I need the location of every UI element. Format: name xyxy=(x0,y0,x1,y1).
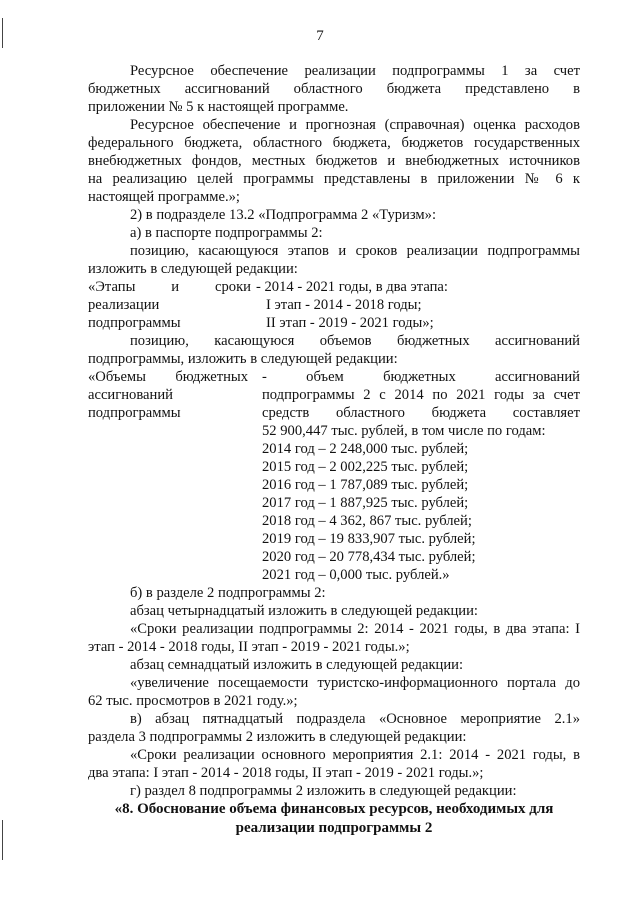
abz17-text-line-2: 62 тыс. просмотров в 2021 году.»; xyxy=(88,693,298,709)
stages-label-line-1: «Этапы и сроки xyxy=(88,279,251,295)
volume-year-2014: 2014 год – 2 248,000 тыс. рублей; xyxy=(262,441,469,457)
item-v-text-line-2: два этапа: I этап - 2014 - 2018 годы, II этап - 2019 - 2021 годы.»; xyxy=(88,765,484,781)
stages-intro-line-2: изложить в следующей редакции: xyxy=(88,261,298,277)
abz17-instruction: абзац семнадцатый изложить в следующей редакции: xyxy=(130,657,464,673)
abz17-text-line-1: «увеличение посещаемости туристско-информационного портала до xyxy=(130,675,580,691)
volume-intro-line-2: подпрограммы, изложить в следующей редакции: xyxy=(88,351,398,367)
volume-value-line-1: - объем бюджетных ассигнований xyxy=(262,369,580,385)
item-v-line-2: раздела 3 подпрограммы 2 изложить в следующей редакции: xyxy=(88,729,467,745)
item-2: 2) в подразделе 13.2 «Подпрограмма 2 «Туризм»: xyxy=(130,207,437,223)
volume-year-2021: 2021 год – 0,000 тыс. рублей.» xyxy=(262,567,450,583)
paragraph-2-line-2: федерального бюджета, областного бюджета, бюджетов государственных xyxy=(88,135,580,151)
volume-year-2018: 2018 год – 4 362, 867 тыс. рублей; xyxy=(262,513,472,529)
item-g: г) раздел 8 подпрограммы 2 изложить в следующей редакции: xyxy=(130,783,517,799)
volume-label-line-3: подпрограммы xyxy=(88,405,181,421)
volume-label-line-2: ассигнований xyxy=(88,387,173,403)
section-heading-line-1: «8. Обоснование объема финансовых ресурсов, необходимых для xyxy=(114,801,554,817)
item-v-text-line-1: «Сроки реализации основного мероприятия 2.1: 2014 - 2021 годы, в xyxy=(130,747,580,763)
item-a: а) в паспорте подпрограммы 2: xyxy=(130,225,323,241)
paragraph-1-line-2: бюджетных ассигнований областного бюджета представлено в xyxy=(88,81,580,97)
stages-value-line-1: - 2014 - 2021 годы, в два этапа: xyxy=(256,279,448,295)
paragraph-2-line-1: Ресурсное обеспечение и прогнозная (справочная) оценка расходов xyxy=(130,117,580,133)
stages-value-line-3: II этап - 2019 - 2021 годы»; xyxy=(266,315,434,331)
item-v-line-1: в) абзац пятнадцатый подраздела «Основное мероприятие 2.1» xyxy=(130,711,580,727)
volume-year-2015: 2015 год – 2 002,225 тыс. рублей; xyxy=(262,459,469,475)
volume-value-line-2: подпрограммы 2 с 2014 по 2021 годы за счет xyxy=(262,387,580,403)
abz14-text-line-2: этап - 2014 - 2018 годы, II этап - 2019 - 2021 годы.»; xyxy=(88,639,410,655)
page-number: 7 xyxy=(316,28,324,44)
stages-intro-line-1: позицию, касающуюся этапов и сроков реализации подпрограммы xyxy=(130,243,580,259)
volume-year-2017: 2017 год – 1 887,925 тыс. рублей; xyxy=(262,495,469,511)
volume-intro-line-1: позицию, касающуюся объемов бюджетных ассигнований xyxy=(130,333,580,349)
stages-label-line-2: реализации xyxy=(88,297,160,313)
paragraph-1-line-1: Ресурсное обеспечение реализации подпрограммы 1 за счет xyxy=(130,63,580,79)
volume-year-2016: 2016 год – 1 787,089 тыс. рублей; xyxy=(262,477,469,493)
abz14-instruction: абзац четырнадцатый изложить в следующей редакции: xyxy=(130,603,478,619)
volume-label-line-1: «Объемы бюджетных xyxy=(88,369,248,385)
volume-value-line-3: средств областного бюджета составляет xyxy=(262,405,580,421)
paragraph-2-line-5: настоящей программе.»; xyxy=(88,189,240,205)
stages-label-line-3: подпрограммы xyxy=(88,315,181,331)
volume-value-line-4: 52 900,447 тыс. рублей, в том числе по годам: xyxy=(262,423,546,439)
page-edge-mark-bottom xyxy=(2,820,3,860)
item-b: б) в разделе 2 подпрограммы 2: xyxy=(130,585,326,601)
section-heading-line-2: реализации подпрограммы 2 xyxy=(235,820,433,836)
volume-year-2019: 2019 год – 19 833,907 тыс. рублей; xyxy=(262,531,476,547)
paragraph-2-line-3: внебюджетных фондов, местных бюджетов и внебюджетных источников xyxy=(88,153,580,169)
paragraph-1-line-3: приложении № 5 к настоящей программе. xyxy=(88,99,349,115)
volume-year-2020: 2020 год – 20 778,434 тыс. рублей; xyxy=(262,549,476,565)
paragraph-2-line-4: на реализацию целей программы представлены в приложении № 6 к xyxy=(88,171,580,187)
abz14-text-line-1: «Сроки реализации подпрограммы 2: 2014 - 2021 годы, в два этапа: I xyxy=(130,621,580,637)
stages-value-line-2: I этап - 2014 - 2018 годы; xyxy=(266,297,422,313)
